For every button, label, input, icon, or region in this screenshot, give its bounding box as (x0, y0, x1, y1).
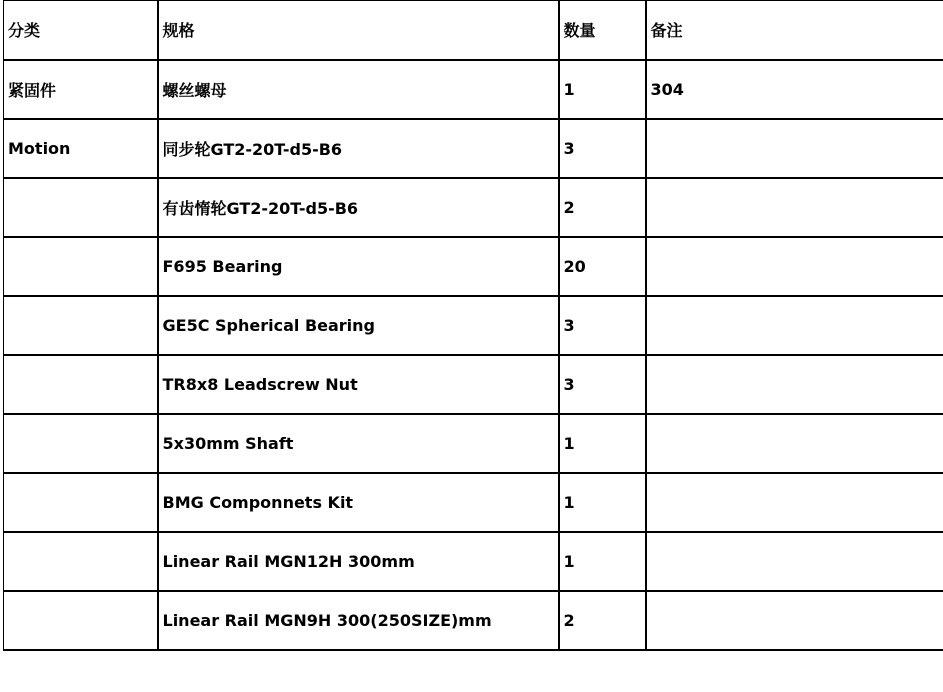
quantity-cell: 2 (559, 591, 646, 650)
spec-cell: 同步轮GT2-20T-d5-B6 (158, 119, 559, 178)
category-cell (4, 355, 158, 414)
spec-cell: BMG Componnets Kit (158, 473, 559, 532)
category-cell (4, 591, 158, 650)
note-cell (646, 296, 943, 355)
quantity-cell: 3 (559, 296, 646, 355)
category-cell (4, 237, 158, 296)
quantity-cell: 1 (559, 473, 646, 532)
note-cell (646, 591, 943, 650)
table-row (4, 60, 943, 119)
spec-cell: GE5C Spherical Bearing (158, 296, 559, 355)
note-cell (646, 532, 943, 591)
note-cell (646, 414, 943, 473)
quantity-cell: 1 (559, 414, 646, 473)
note-cell (646, 178, 943, 237)
bom-table (3, 0, 943, 651)
quantity-cell: 2 (559, 178, 646, 237)
table-row (4, 355, 943, 414)
table-row (4, 119, 943, 178)
quantity-cell: 3 (559, 119, 646, 178)
table-row (4, 532, 943, 591)
note-cell (646, 355, 943, 414)
spec-cell: TR8x8 Leadscrew Nut (158, 355, 559, 414)
category-cell (4, 296, 158, 355)
quantity-cell: 1 (559, 532, 646, 591)
category-cell: Motion (4, 119, 158, 178)
table-row (4, 473, 943, 532)
header-row (4, 1, 943, 60)
note-cell (646, 473, 943, 532)
category-cell (4, 532, 158, 591)
header-category: 分类 (4, 1, 158, 60)
category-cell (4, 473, 158, 532)
spec-cell: Linear Rail MGN12H 300mm (158, 532, 559, 591)
note-cell (646, 237, 943, 296)
table-row (4, 237, 943, 296)
spec-cell: F695 Bearing (158, 237, 559, 296)
header-spec: 规格 (158, 1, 559, 60)
category-cell: 紧固件 (4, 60, 158, 119)
spec-cell: 螺丝螺母 (158, 60, 559, 119)
quantity-cell: 1 (559, 60, 646, 119)
category-cell (4, 178, 158, 237)
header-quantity: 数量 (559, 1, 646, 60)
table-row (4, 296, 943, 355)
table-row (4, 178, 943, 237)
spec-cell: Linear Rail MGN9H 300(250SIZE)mm (158, 591, 559, 650)
quantity-cell: 3 (559, 355, 646, 414)
spec-cell: 5x30mm Shaft (158, 414, 559, 473)
header-note: 备注 (646, 1, 943, 60)
table-row (4, 414, 943, 473)
note-cell (646, 119, 943, 178)
category-cell (4, 414, 158, 473)
spec-cell: 有齿惰轮GT2-20T-d5-B6 (158, 178, 559, 237)
table-row (4, 591, 943, 650)
quantity-cell: 20 (559, 237, 646, 296)
note-cell: 304 (646, 60, 943, 119)
